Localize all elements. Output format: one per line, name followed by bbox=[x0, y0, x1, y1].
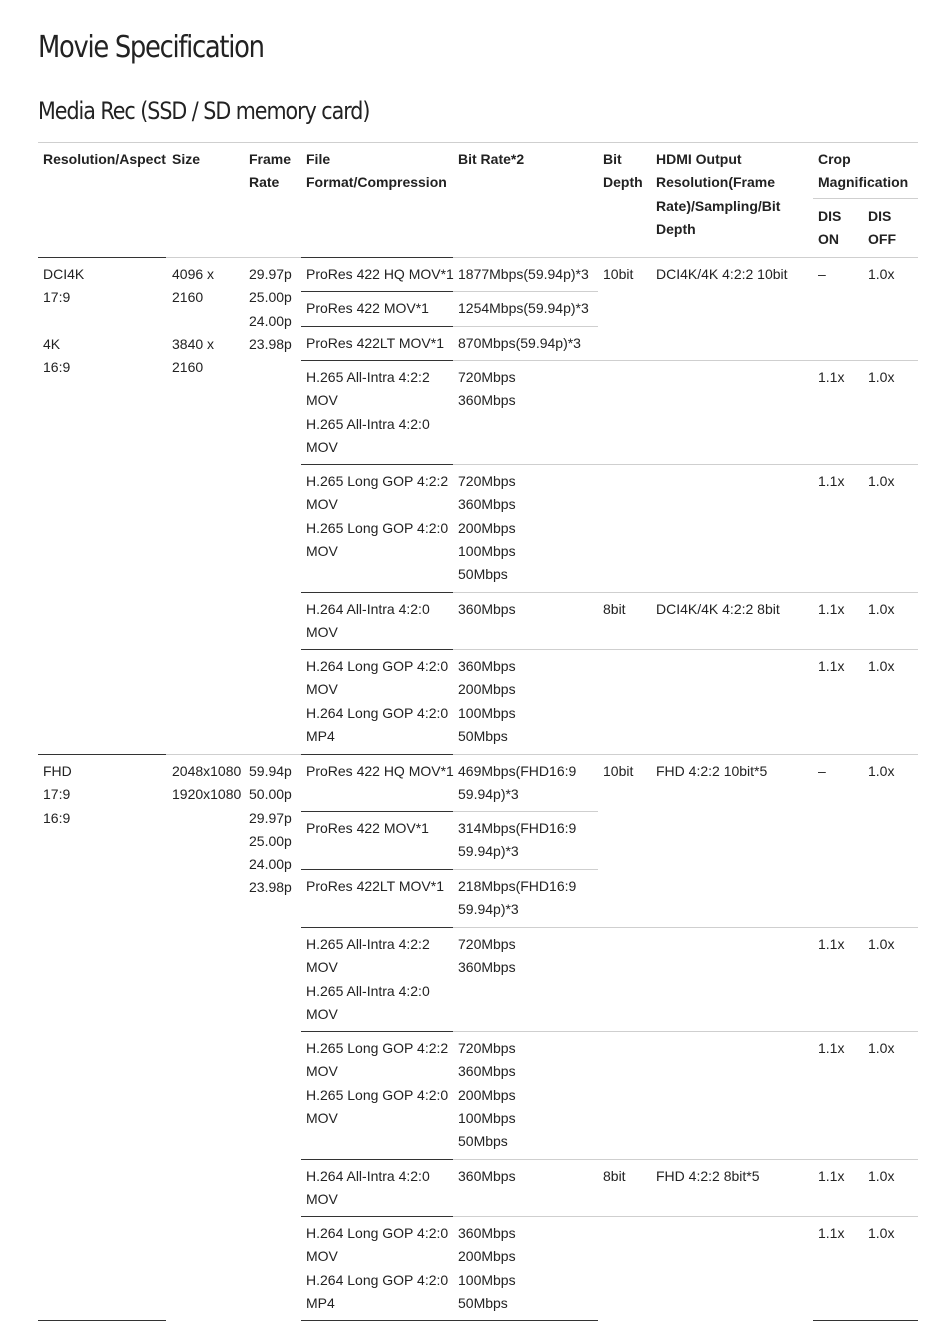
row-divider bbox=[453, 1216, 598, 1217]
file-format-cell-line: MOV bbox=[306, 1109, 338, 1126]
header-frame-rate-line: Rate bbox=[249, 174, 280, 191]
row-divider bbox=[301, 649, 453, 650]
dis-on-cell-line: 1.1x bbox=[818, 473, 845, 489]
row-divider bbox=[813, 198, 918, 199]
file-format-cell-line: MOV bbox=[306, 624, 338, 641]
file-format-cell-line: H.264 Long GOP 4:2:0 bbox=[306, 658, 449, 674]
bit-depth-cell-line: 8bit bbox=[603, 1168, 626, 1184]
header-size-line: Size bbox=[172, 151, 201, 167]
dis-on-cell-line: 1.1x bbox=[818, 1168, 845, 1184]
bit-rate-cell-line: 360Mbps bbox=[458, 601, 516, 617]
file-format-cell-line: ProRes 422 HQ MOV*1 bbox=[306, 763, 454, 779]
file-format-cell-line: H.265 All-Intra 4:2:0 bbox=[306, 982, 430, 999]
row-divider bbox=[453, 927, 598, 928]
row-divider bbox=[453, 869, 598, 870]
bit-rate-cell-line: 218Mbps(FHD16:9 bbox=[458, 878, 577, 894]
row-divider bbox=[166, 754, 301, 755]
bit-rate-cell-line: 100Mbps bbox=[458, 542, 516, 559]
dis-off-cell-line: 1.0x bbox=[868, 266, 895, 282]
hdmi-output-cell-line: FHD 4:2:2 10bit*5 bbox=[656, 763, 768, 779]
bit-rate-cell-line: 200Mbps bbox=[458, 1248, 516, 1265]
file-format-cell bbox=[306, 366, 430, 459]
dis-on-cell-line: 1.1x bbox=[818, 1225, 845, 1241]
resolution-cell bbox=[43, 760, 72, 830]
resolution-cell bbox=[43, 263, 84, 379]
dis-off-cell bbox=[868, 470, 894, 493]
hdmi-output-cell-line: FHD 4:2:2 8bit*5 bbox=[656, 1168, 760, 1184]
row-divider bbox=[301, 1216, 453, 1217]
row-divider bbox=[301, 1320, 598, 1321]
header-bit-depth-line: Bit bbox=[603, 151, 622, 167]
bit-rate-cell-line: 200Mbps bbox=[458, 519, 516, 536]
row-divider bbox=[301, 257, 453, 258]
row-divider bbox=[38, 142, 918, 143]
dis-off-cell bbox=[868, 1222, 894, 1245]
dis-off-cell bbox=[868, 1037, 894, 1060]
bit-rate-cell-line: 100Mbps bbox=[458, 1271, 516, 1288]
bit-rate-cell-line: 100Mbps bbox=[458, 704, 516, 721]
bit-rate-cell bbox=[458, 1165, 516, 1188]
header-dis-on-line: ON bbox=[818, 231, 839, 248]
row-divider bbox=[453, 257, 598, 258]
size-cell-line: 3840 x bbox=[172, 335, 215, 352]
header-resolution-line: Resolution/Aspect bbox=[43, 151, 166, 167]
size-cell bbox=[172, 760, 241, 807]
bit-rate-cell-line: 200Mbps bbox=[458, 681, 516, 698]
bit-rate-cell-line: 1254Mbps(59.94p)*3 bbox=[458, 300, 589, 316]
file-format-cell-line: H.265 All-Intra 4:2:2 bbox=[306, 369, 430, 385]
header-hdmi-output-line: HDMI Output bbox=[656, 151, 742, 167]
dis-on-cell-line: 1.1x bbox=[818, 601, 845, 617]
file-format-cell-line: MP4 bbox=[306, 1294, 335, 1311]
section-title: Media Rec (SSD / SD memory card) bbox=[38, 97, 370, 125]
dis-on-cell bbox=[818, 760, 826, 783]
file-format-cell bbox=[306, 332, 444, 355]
bit-rate-cell-line: 720Mbps bbox=[458, 473, 516, 489]
bit-depth-cell bbox=[603, 598, 626, 621]
file-format-cell-line: H.265 All-Intra 4:2:2 bbox=[306, 936, 430, 952]
file-format-cell-line: MOV bbox=[306, 392, 338, 409]
header-bit-depth bbox=[603, 148, 643, 195]
file-format-cell-line: MOV bbox=[306, 496, 338, 513]
file-format-cell-line: MP4 bbox=[306, 727, 335, 744]
file-format-cell-line: ProRes 422 MOV*1 bbox=[306, 820, 429, 836]
resolution-cell-line bbox=[43, 310, 84, 333]
row-divider bbox=[598, 1159, 813, 1160]
row-divider bbox=[453, 1159, 598, 1160]
row-divider bbox=[301, 291, 453, 292]
bit-rate-cell-line: 59.94p)*3 bbox=[458, 786, 519, 803]
bit-rate-cell-line: 870Mbps(59.94p)*3 bbox=[458, 335, 581, 351]
file-format-cell bbox=[306, 297, 429, 320]
file-format-cell-line: ProRes 422 HQ MOV*1 bbox=[306, 266, 454, 282]
file-format-cell-line: H.264 All-Intra 4:2:0 bbox=[306, 1168, 430, 1184]
header-bit-rate bbox=[458, 148, 524, 171]
bit-rate-cell-line: 100Mbps bbox=[458, 1109, 516, 1126]
bit-depth-cell-line: 10bit bbox=[603, 266, 634, 282]
row-divider bbox=[301, 592, 453, 593]
frame-rate-cell-line: 59.94p bbox=[249, 763, 292, 779]
size-cell-line: 2048x1080 bbox=[172, 763, 242, 779]
row-divider bbox=[453, 754, 598, 755]
bit-depth-cell-line: 10bit bbox=[603, 763, 634, 779]
file-format-cell-line: MOV bbox=[306, 1063, 338, 1080]
frame-rate-cell-line: 29.97p bbox=[249, 809, 292, 826]
size-cell bbox=[172, 263, 214, 379]
frame-rate-cell-line: 29.97p bbox=[249, 266, 292, 282]
bit-rate-cell bbox=[458, 332, 581, 355]
resolution-cell-line: 16:9 bbox=[43, 359, 71, 376]
hdmi-output-cell bbox=[656, 263, 788, 286]
file-format-cell-line: H.265 Long GOP 4:2:2 bbox=[306, 473, 449, 489]
bit-rate-cell-line: 50Mbps bbox=[458, 1133, 508, 1150]
row-divider bbox=[166, 257, 301, 258]
header-hdmi-output-line: Resolution(Frame bbox=[656, 174, 776, 191]
size-cell-line bbox=[172, 310, 214, 333]
dis-off-cell bbox=[868, 263, 894, 286]
dis-off-cell-line: 1.0x bbox=[868, 763, 895, 779]
file-format-cell-line: H.264 Long GOP 4:2:0 bbox=[306, 1271, 449, 1288]
file-format-cell-line: H.264 Long GOP 4:2:0 bbox=[306, 704, 449, 721]
resolution-cell-line: FHD bbox=[43, 763, 72, 779]
hdmi-output-cell bbox=[656, 1165, 760, 1188]
bit-rate-cell-line: 720Mbps bbox=[458, 1040, 516, 1056]
dis-on-cell bbox=[818, 1037, 844, 1060]
header-resolution bbox=[43, 148, 166, 171]
bit-rate-cell bbox=[458, 366, 516, 413]
bit-rate-cell bbox=[458, 817, 576, 864]
file-format-cell bbox=[306, 933, 430, 1026]
dis-off-cell bbox=[868, 598, 894, 621]
bit-rate-cell-line: 360Mbps bbox=[458, 1168, 516, 1184]
dis-on-cell bbox=[818, 655, 844, 678]
bit-rate-cell-line: 360Mbps bbox=[458, 658, 516, 674]
header-hdmi-output-line: Rate)/Sampling/Bit bbox=[656, 197, 781, 214]
dis-off-cell-line: 1.0x bbox=[868, 1225, 895, 1241]
file-format-cell-line: H.265 Long GOP 4:2:2 bbox=[306, 1040, 449, 1056]
file-format-cell-line: ProRes 422LT MOV*1 bbox=[306, 878, 444, 894]
frame-rate-cell-line: 50.00p bbox=[249, 786, 292, 803]
row-divider bbox=[453, 326, 598, 327]
dis-on-cell-line: – bbox=[818, 763, 826, 779]
dis-off-cell bbox=[868, 760, 894, 783]
bit-rate-cell-line: 360Mbps bbox=[458, 1225, 516, 1241]
bit-rate-cell-line: 360Mbps bbox=[458, 959, 516, 976]
header-dis-off-line: DIS bbox=[868, 208, 892, 224]
bit-depth-cell-line: 8bit bbox=[603, 601, 626, 617]
dis-off-cell-line: 1.0x bbox=[868, 601, 895, 617]
file-format-cell-line: MOV bbox=[306, 959, 338, 976]
frame-rate-cell-line: 24.00p bbox=[249, 312, 292, 329]
file-format-cell bbox=[306, 1165, 430, 1212]
row-divider bbox=[598, 649, 918, 650]
bit-rate-cell bbox=[458, 1222, 516, 1315]
page-title: Movie Specification bbox=[38, 30, 264, 65]
bit-rate-cell-line: 720Mbps bbox=[458, 369, 516, 385]
row-divider bbox=[598, 927, 918, 928]
dis-on-cell-line: 1.1x bbox=[818, 936, 845, 952]
frame-rate-cell-line: 23.98p bbox=[249, 879, 292, 896]
row-divider bbox=[598, 1031, 918, 1032]
dis-on-cell-line: – bbox=[818, 266, 826, 282]
header-file-format-line: File bbox=[306, 151, 331, 167]
resolution-cell-line: DCI4K bbox=[43, 266, 85, 282]
bit-depth-cell bbox=[603, 1165, 626, 1188]
bit-rate-cell bbox=[458, 760, 576, 807]
dis-on-cell bbox=[818, 470, 844, 493]
file-format-cell-line: H.265 Long GOP 4:2:0 bbox=[306, 1086, 449, 1103]
header-dis-on bbox=[818, 205, 841, 252]
row-divider bbox=[301, 1159, 453, 1160]
row-divider bbox=[301, 811, 453, 812]
header-size bbox=[172, 148, 200, 171]
bit-rate-cell-line: 59.94p)*3 bbox=[458, 901, 519, 918]
header-dis-on-line: DIS bbox=[818, 208, 842, 224]
dis-off-cell bbox=[868, 1165, 894, 1188]
header-hdmi-output-line: Depth bbox=[656, 220, 696, 237]
header-crop-line: Crop bbox=[818, 151, 851, 167]
header-bit-depth-line: Depth bbox=[603, 174, 643, 191]
resolution-cell-line: 17:9 bbox=[43, 786, 71, 803]
bit-rate-cell-line: 469Mbps(FHD16:9 bbox=[458, 763, 577, 779]
dis-off-cell bbox=[868, 655, 894, 678]
row-divider bbox=[38, 257, 166, 258]
dis-on-cell-line: 1.1x bbox=[818, 658, 845, 674]
file-format-cell bbox=[306, 1037, 448, 1130]
resolution-cell-line: 17:9 bbox=[43, 289, 71, 306]
bit-depth-cell bbox=[603, 760, 633, 783]
file-format-cell bbox=[306, 875, 444, 898]
header-crop-line: Magnification bbox=[818, 174, 909, 191]
frame-rate-cell bbox=[249, 760, 292, 900]
bit-rate-cell bbox=[458, 1037, 516, 1153]
bit-rate-cell-line: 360Mbps bbox=[458, 392, 516, 409]
dis-on-cell bbox=[818, 263, 826, 286]
size-cell-line: 2160 bbox=[172, 359, 204, 376]
file-format-cell-line: MOV bbox=[306, 1005, 338, 1022]
dis-off-cell bbox=[868, 366, 894, 389]
row-divider bbox=[301, 464, 453, 465]
file-format-cell-line: H.264 All-Intra 4:2:0 bbox=[306, 601, 430, 617]
row-divider bbox=[598, 464, 918, 465]
bit-rate-cell-line: 50Mbps bbox=[458, 1294, 508, 1311]
bit-rate-cell-line: 360Mbps bbox=[458, 1063, 516, 1080]
row-divider bbox=[598, 1216, 918, 1217]
header-frame-rate bbox=[249, 148, 291, 195]
file-format-cell bbox=[306, 760, 454, 783]
row-divider bbox=[38, 754, 166, 755]
file-format-cell bbox=[306, 817, 429, 840]
bit-rate-cell bbox=[458, 598, 516, 621]
row-divider bbox=[813, 1320, 918, 1321]
frame-rate-cell bbox=[249, 263, 292, 356]
row-divider bbox=[453, 291, 598, 292]
header-dis-off-line: OFF bbox=[868, 231, 896, 248]
bit-rate-cell bbox=[458, 297, 589, 320]
header-file-format bbox=[306, 148, 447, 195]
dis-off-cell bbox=[868, 933, 894, 956]
row-divider bbox=[598, 360, 918, 361]
file-format-cell-line: ProRes 422LT MOV*1 bbox=[306, 335, 444, 351]
dis-on-cell bbox=[818, 366, 844, 389]
dis-off-cell-line: 1.0x bbox=[868, 1168, 895, 1184]
frame-rate-cell-line: 24.00p bbox=[249, 856, 292, 873]
bit-rate-cell bbox=[458, 470, 516, 586]
file-format-cell-line: H.265 All-Intra 4:2:0 bbox=[306, 415, 430, 432]
row-divider bbox=[301, 927, 453, 928]
bit-rate-cell-line: 360Mbps bbox=[458, 496, 516, 513]
frame-rate-cell-line: 25.00p bbox=[249, 832, 292, 849]
file-format-cell-line: ProRes 422 MOV*1 bbox=[306, 300, 429, 316]
header-bit-rate-line: Bit Rate*2 bbox=[458, 151, 525, 167]
bit-rate-cell bbox=[458, 875, 576, 922]
hdmi-output-cell-line: DCI4K/4K 4:2:2 8bit bbox=[656, 601, 780, 617]
file-format-cell bbox=[306, 470, 448, 563]
row-divider bbox=[453, 1031, 598, 1032]
bit-rate-cell bbox=[458, 655, 516, 748]
row-divider bbox=[453, 649, 598, 650]
row-divider bbox=[301, 360, 453, 361]
row-divider bbox=[301, 326, 453, 327]
bit-rate-cell-line: 200Mbps bbox=[458, 1086, 516, 1103]
row-divider bbox=[38, 1320, 166, 1321]
row-divider bbox=[301, 869, 453, 870]
header-file-format-line: Format/Compression bbox=[306, 174, 447, 191]
dis-on-cell-line: 1.1x bbox=[818, 1040, 845, 1056]
hdmi-output-cell bbox=[656, 760, 767, 783]
file-format-cell-line: MOV bbox=[306, 1191, 338, 1208]
file-format-cell-line: MOV bbox=[306, 542, 338, 559]
row-divider bbox=[453, 592, 598, 593]
resolution-cell-line: 16:9 bbox=[43, 809, 71, 826]
dis-off-cell-line: 1.0x bbox=[868, 473, 895, 489]
header-dis-off bbox=[868, 205, 896, 252]
dis-on-cell bbox=[818, 1222, 844, 1245]
header-frame-rate-line: Frame bbox=[249, 151, 292, 167]
bit-depth-cell bbox=[603, 263, 633, 286]
header-hdmi-output bbox=[656, 148, 780, 241]
dis-on-cell bbox=[818, 598, 844, 621]
file-format-cell bbox=[306, 263, 454, 286]
bit-rate-cell-line: 314Mbps(FHD16:9 bbox=[458, 820, 577, 836]
file-format-cell-line: MOV bbox=[306, 1248, 338, 1265]
size-cell-line: 2160 bbox=[172, 289, 204, 306]
row-divider bbox=[453, 811, 598, 812]
size-cell-line: 4096 x bbox=[172, 266, 215, 282]
bit-rate-cell-line: 59.94p)*3 bbox=[458, 843, 519, 860]
bit-rate-cell-line: 50Mbps bbox=[458, 566, 508, 583]
hdmi-output-cell-line: DCI4K/4K 4:2:2 10bit bbox=[656, 266, 788, 282]
row-divider bbox=[301, 754, 453, 755]
bit-rate-cell bbox=[458, 933, 516, 980]
dis-off-cell-line: 1.0x bbox=[868, 936, 895, 952]
bit-rate-cell bbox=[458, 263, 589, 286]
row-divider bbox=[598, 754, 918, 755]
dis-on-cell bbox=[818, 933, 844, 956]
file-format-cell-line: MOV bbox=[306, 681, 338, 698]
row-divider bbox=[453, 464, 598, 465]
resolution-cell-line: 4K bbox=[43, 335, 61, 352]
hdmi-output-cell bbox=[656, 598, 780, 621]
file-format-cell-line: H.265 Long GOP 4:2:0 bbox=[306, 519, 449, 536]
bit-rate-cell-line: 50Mbps bbox=[458, 727, 508, 744]
dis-off-cell-line: 1.0x bbox=[868, 658, 895, 674]
dis-on-cell bbox=[818, 1165, 844, 1188]
bit-rate-cell-line: 720Mbps bbox=[458, 936, 516, 952]
file-format-cell-line: H.264 Long GOP 4:2:0 bbox=[306, 1225, 449, 1241]
bit-rate-cell-line: 1877Mbps(59.94p)*3 bbox=[458, 266, 589, 282]
dis-off-cell-line: 1.0x bbox=[868, 369, 895, 385]
file-format-cell bbox=[306, 1222, 448, 1315]
file-format-cell bbox=[306, 598, 430, 645]
dis-off-cell-line: 1.0x bbox=[868, 1040, 895, 1056]
row-divider bbox=[598, 592, 813, 593]
frame-rate-cell-line: 25.00p bbox=[249, 289, 292, 306]
row-divider bbox=[453, 360, 598, 361]
size-cell-line: 1920x1080 bbox=[172, 786, 242, 803]
file-format-cell-line: MOV bbox=[306, 438, 338, 455]
row-divider bbox=[301, 1031, 453, 1032]
dis-on-cell-line: 1.1x bbox=[818, 369, 845, 385]
file-format-cell bbox=[306, 655, 448, 748]
frame-rate-cell-line: 23.98p bbox=[249, 335, 292, 352]
row-divider bbox=[598, 257, 918, 258]
header-crop bbox=[818, 148, 908, 195]
